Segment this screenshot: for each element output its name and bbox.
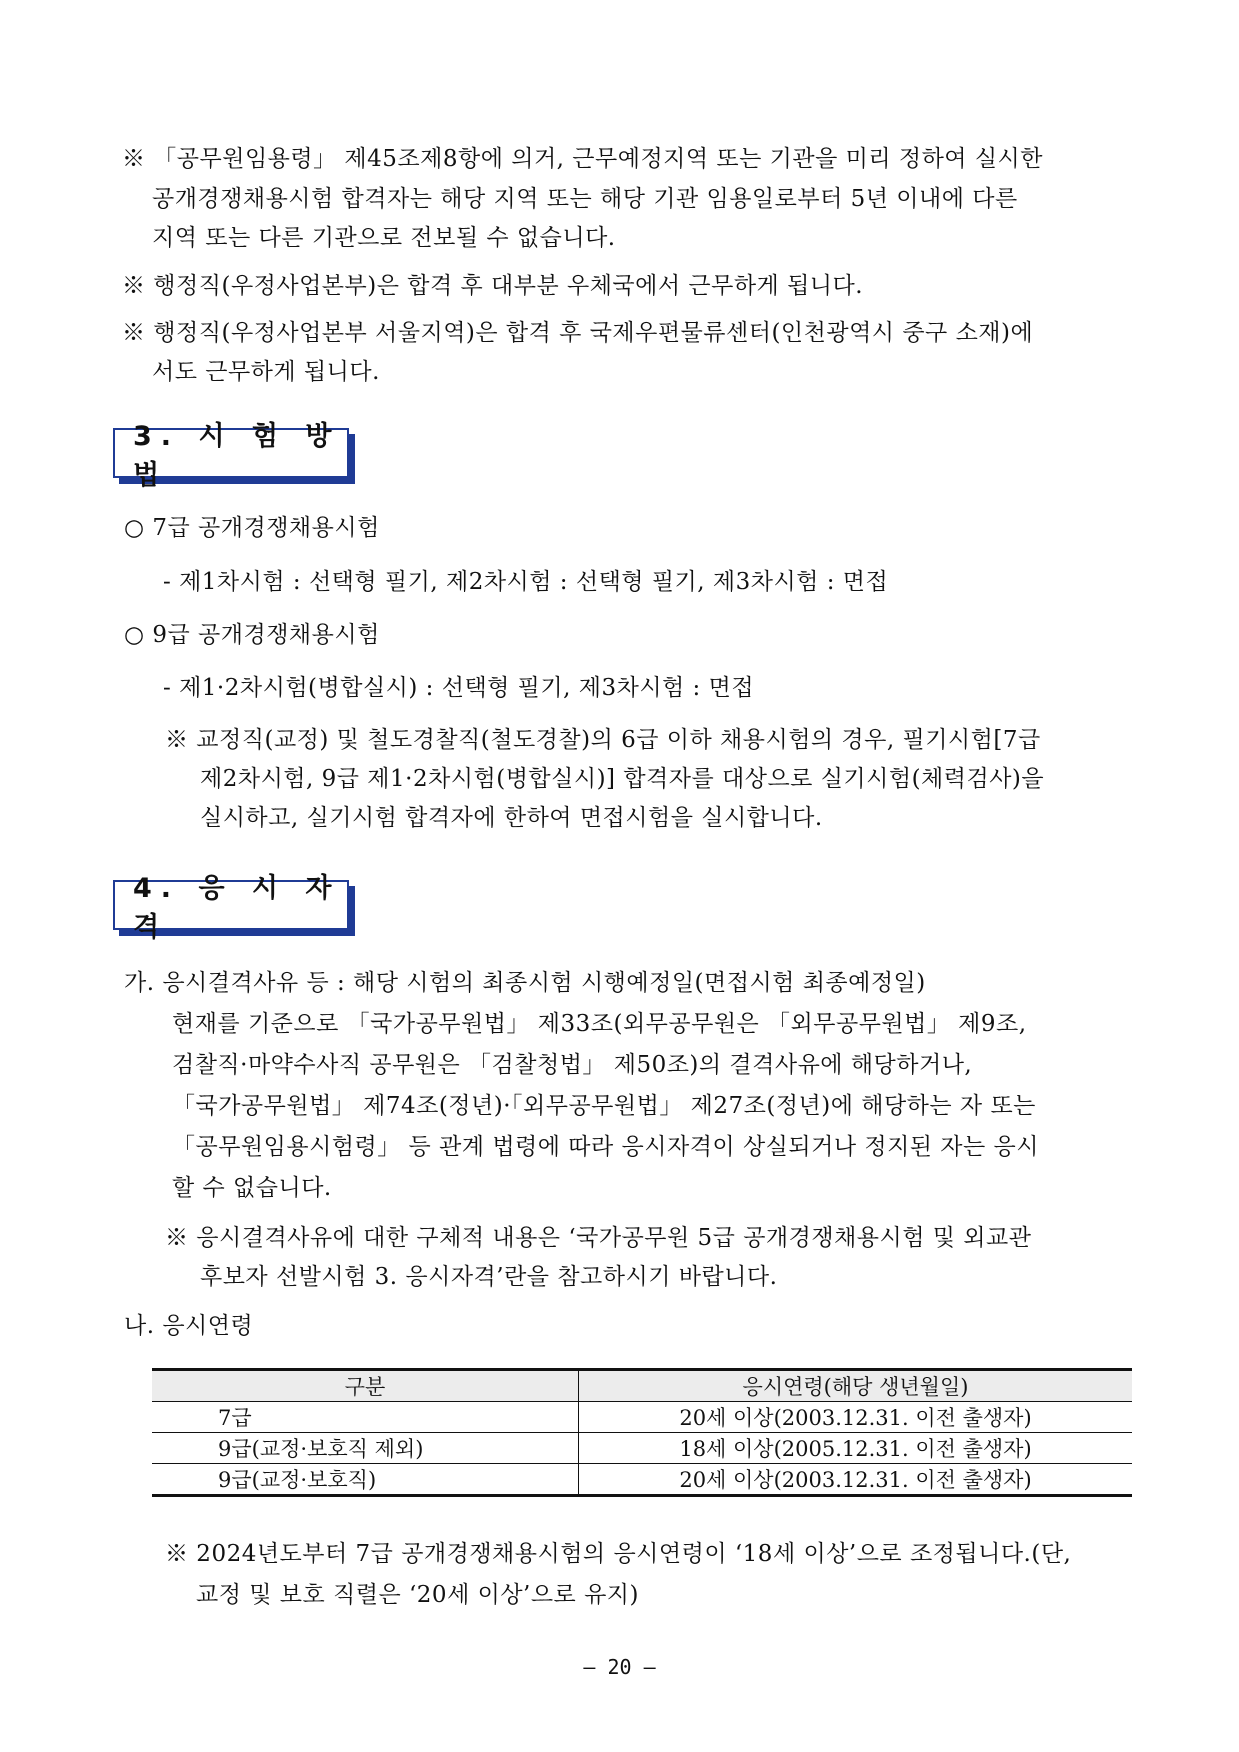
exam-9-title: ○ 9급 공개경쟁채용시험	[124, 622, 380, 648]
exam-7-title: ○ 7급 공개경쟁채용시험	[124, 515, 380, 541]
table-row	[152, 1464, 1132, 1496]
note-line: ※ 응시결격사유에 대한 구체적 내용은 ‘국가공무원 5급 공개경쟁채용시험 및 외교관	[165, 1225, 1032, 1251]
paragraph-line: 「국가공무원법」 제74조(정년)·「외무공무원법」 제27조(정년)에 해당하는 자 또는	[172, 1093, 1036, 1119]
note-line: 서도 근무하게 됩니다.	[152, 359, 380, 385]
note-line: 교정 및 보호 직렬은 ‘20세 이상’으로 유지)	[196, 1582, 639, 1608]
note-line: ※ 2024년도부터 7급 공개경쟁채용시험의 응시연령이 ‘18세 이상’으로 조정됩니다.(단,	[165, 1541, 1072, 1567]
note-line: ※ 교정직(교정) 및 철도경찰직(철도경찰)의 6급 이하 채용시험의 경우, 필기시험[7급	[165, 727, 1041, 753]
paragraph-line: 「공무원임용시험령」 등 관계 법령에 따라 응시자격이 상실되거나 정지된 자는 응시	[172, 1134, 1039, 1160]
section-3-heading: 3. 시 험 방 법	[113, 428, 349, 478]
table-row	[152, 1433, 1132, 1464]
table-row	[152, 1402, 1132, 1433]
table-cell-age: 20세 이상(2003.12.31. 이전 출생자)	[579, 1402, 1133, 1433]
table-header-row	[152, 1370, 1132, 1402]
note-line: ※ 행정직(우정사업본부 서울지역)은 합격 후 국제우편물류센터(인천광역시 중구 소재)에	[122, 320, 1034, 346]
note-line: 실시하고, 실기시험 합격자에 한하여 면접시험을 실시합니다.	[200, 805, 823, 831]
section-4-heading: 4. 응 시 자 격	[113, 880, 349, 930]
exam-7-detail: - 제1차시험 : 선택형 필기, 제2차시험 : 선택형 필기, 제3차시험 : 면접	[163, 569, 889, 595]
page-number: – 20 –	[583, 1655, 656, 1679]
table-cell-age: 20세 이상(2003.12.31. 이전 출생자)	[579, 1464, 1133, 1496]
age-subheading: 나. 응시연령	[124, 1313, 254, 1339]
note-line: 후보자 선발시험 3. 응시자격’란을 참고하시기 바랍니다.	[200, 1264, 778, 1290]
paragraph-line: 할 수 없습니다.	[172, 1175, 332, 1201]
age-table	[152, 1368, 1132, 1497]
table-cell-category: 9급(교정·보호직)	[152, 1464, 579, 1496]
paragraph-line: 가. 응시결격사유 등 : 해당 시험의 최종시험 시행예정일(면접시험 최종예정일)	[124, 970, 926, 996]
table-cell-category: 7급	[152, 1402, 579, 1433]
note-postal-work: ※ 행정직(우정사업본부)은 합격 후 대부분 우체국에서 근무하게 됩니다.	[122, 273, 864, 299]
table-cell-category: 9급(교정·보호직 제외)	[152, 1433, 579, 1464]
note-line: 제2차시험, 9급 제1·2차시험(병합실시)] 합격자를 대상으로 실기시험(체력검사)을	[200, 766, 1045, 792]
table-header-age: 응시연령(해당 생년월일)	[579, 1370, 1133, 1402]
exam-9-detail: - 제1·2차시험(병합실시) : 선택형 필기, 제3차시험 : 면접	[163, 675, 755, 701]
paragraph-line: 현재를 기준으로 「국가공무원법」 제33조(외무공무원은 「외무공무원법」 제9조,	[172, 1011, 1027, 1037]
table-header-category: 구분	[152, 1370, 579, 1402]
note-line: 공개경쟁채용시험 합격자는 해당 지역 또는 해당 기관 임용일로부터 5년 이내에 다른	[152, 186, 1018, 212]
paragraph-line: 검찰직·마약수사직 공무원은 「검찰청법」 제50조)의 결격사유에 해당하거나,	[172, 1052, 973, 1078]
note-line: ※ 「공무원임용령」 제45조제8항에 의거, 근무예정지역 또는 기관을 미리 정하여 실시한	[122, 146, 1043, 172]
table-cell-age: 18세 이상(2005.12.31. 이전 출생자)	[579, 1433, 1133, 1464]
note-line: 지역 또는 다른 기관으로 전보될 수 없습니다.	[152, 225, 616, 251]
